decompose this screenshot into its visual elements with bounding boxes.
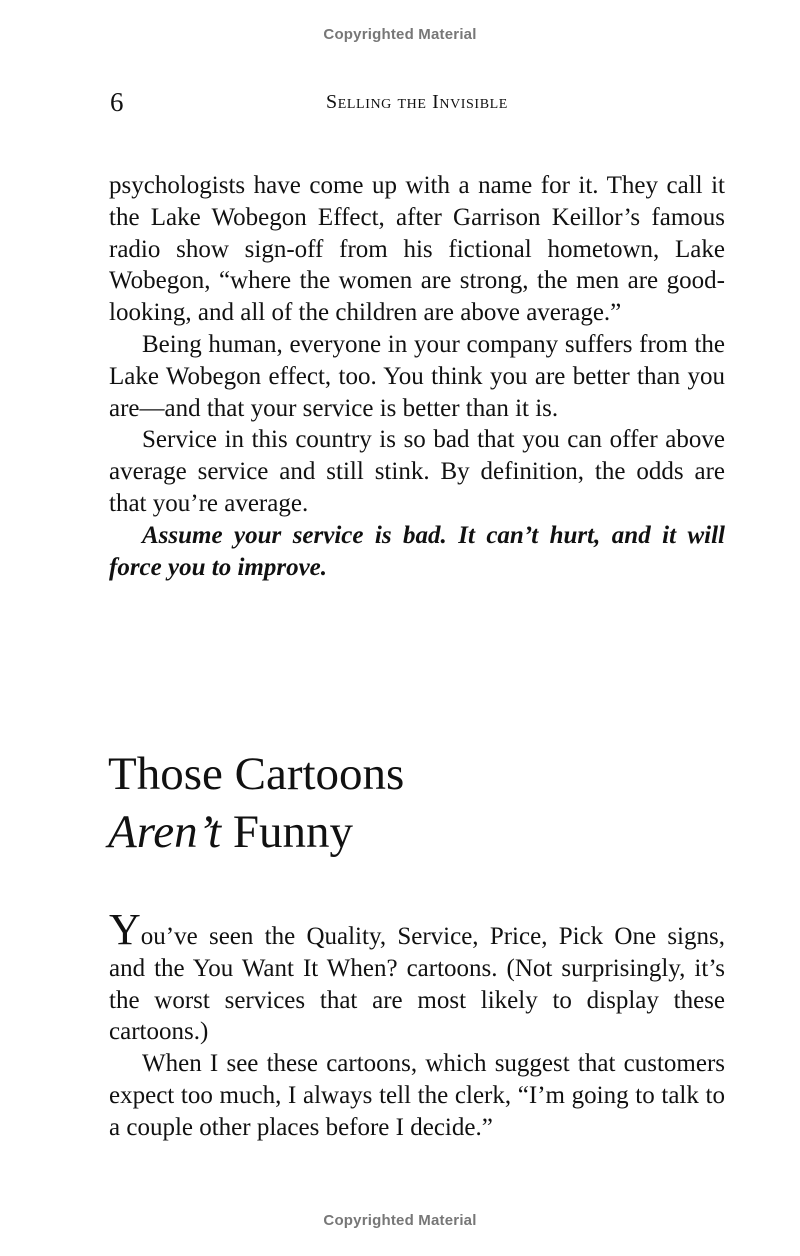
continued-text-block [109,170,725,583]
running-title: Selling the Invisible [326,91,508,113]
page-number: 6 [110,87,124,117]
running-header [108,84,726,120]
opening-paragraph-text: ou’ve seen the Quality, Service, Price, Pick One signs, and the You Want It When? cartoons. (Not surprisingly, it’s the worst services that are most likely to display these cartoons.) [109,923,725,1046]
paragraph: Service in this country is so bad that you can offer above average service and still stink. By definition, the odds are that you’re average. [109,426,725,517]
paragraph: psychologists have come up with a name for it. They call it the Lake Wobegon Effect, after Garrison Keillor’s famous radio show sign-off from his fictional hometown, Lake Wobegon, “where the women are strong, the men are good-looking, and all of the children are above average.” [109,172,725,327]
heading-line-2 [108,803,728,861]
heading-line-1: Those Cartoons [108,748,405,800]
copyright-watermark-top: Copyrighted Material [323,26,477,43]
section-text-block [109,905,725,1144]
heading-italic-word: Aren’t [108,806,222,858]
section-heading [108,745,728,861]
copyright-watermark-bottom: Copyrighted Material [323,1212,477,1229]
opening-paragraph [109,905,725,1048]
heading-rest: Funny [221,806,354,858]
paragraph: When I see these cartoons, which suggest that customers expect too much, I always tell the clerk, “I’m going to talk to a couple other places before I decide.” [109,1050,725,1141]
key-takeaway: Assume your service is bad. It can’t hurt, and it will force you to improve. [109,521,725,581]
paragraph: Being human, everyone in your company suffers from the Lake Wobegon effect, too. You think you are better than you are—and that your service is better than it is. [109,330,725,422]
drop-cap: Y [109,905,141,954]
